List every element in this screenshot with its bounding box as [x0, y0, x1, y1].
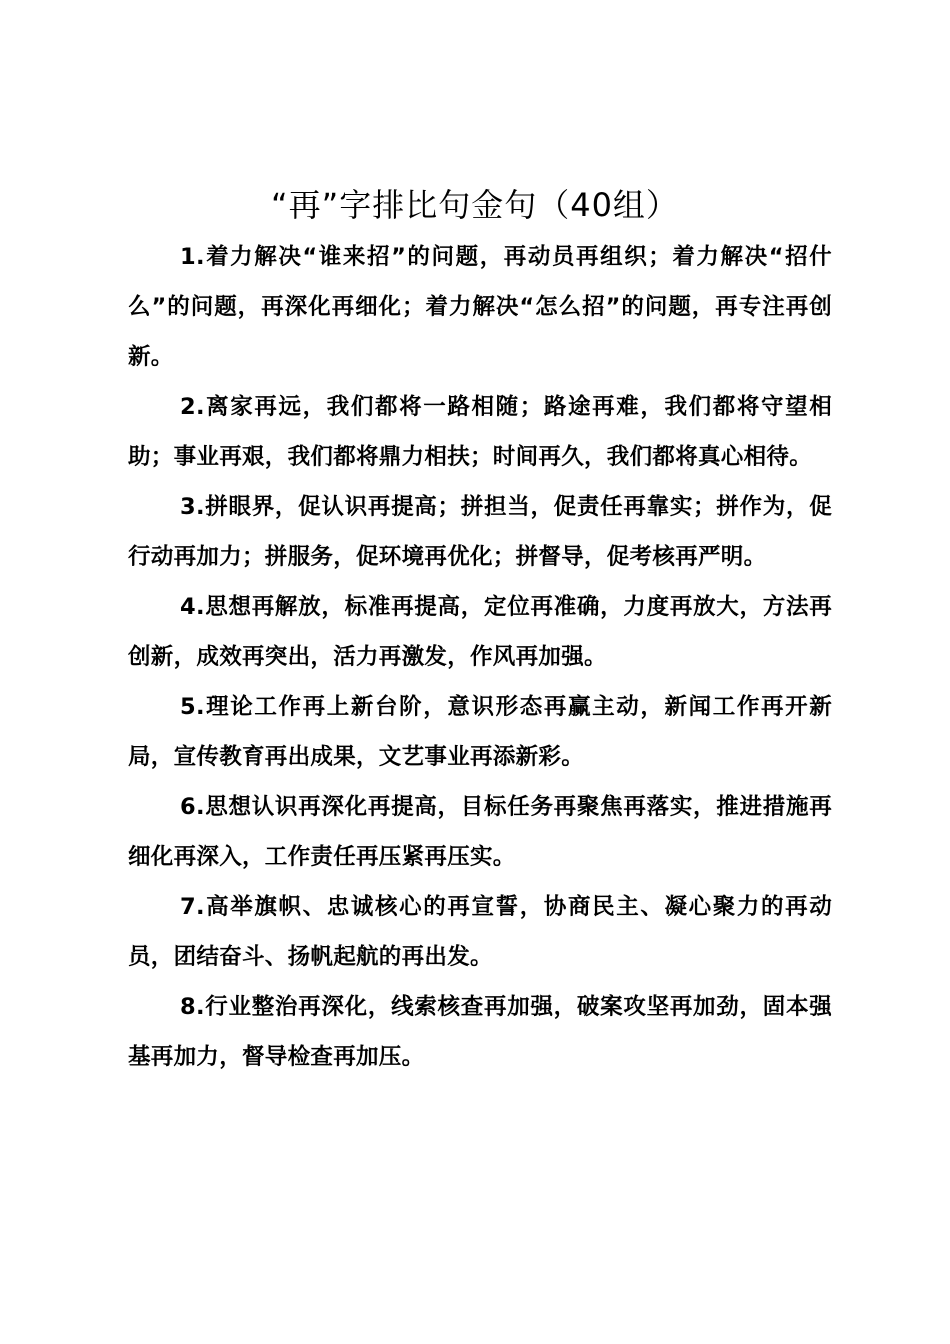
paragraph-7: 7.高举旗帜、忠诚核心的再宣誓，协商民主、凝心聚力的再动员，团结奋斗、扬帆起航的再出发。 — [128, 894, 832, 970]
document-title: “再”字排比句金句（40组） — [271, 186, 679, 224]
paragraph-8: 8.行业整治再深化，线索核查再加强，破案攻坚再加劲，固本强基再加力，督导检查再加压。 — [128, 994, 832, 1070]
paragraph-1: 1.着力解决“谁来招”的问题，再动员再组织；着力解决“招什么”的问题，再深化再细化；着力解决“怎么招”的问题，再专注再创新。 — [128, 244, 832, 370]
paragraph-4: 4.思想再解放，标准再提高，定位再准确，力度再放大，方法再创新，成效再突出，活力再激发，作风再加强。 — [128, 594, 832, 670]
paragraph-2: 2.离家再远，我们都将一路相随；路途再难，我们都将守望相助；事业再艰，我们都将鼎力相扶；时间再久，我们都将真心相待。 — [128, 394, 832, 470]
document-body — [128, 232, 832, 1082]
paragraph-6: 6.思想认识再深化再提高，目标任务再聚焦再落实，推进措施再细化再深入，工作责任再压紧再压实。 — [128, 794, 832, 870]
paragraph-3: 3.拼眼界，促认识再提高；拼担当，促责任再靠实；拼作为，促行动再加力；拼服务，促环境再优化；拼督导，促考核再严明。 — [128, 494, 832, 570]
paragraph-5: 5.理论工作再上新台阶，意识形态再赢主动，新闻工作再开新局，宣传教育再出成果，文艺事业再添新彩。 — [128, 694, 832, 770]
